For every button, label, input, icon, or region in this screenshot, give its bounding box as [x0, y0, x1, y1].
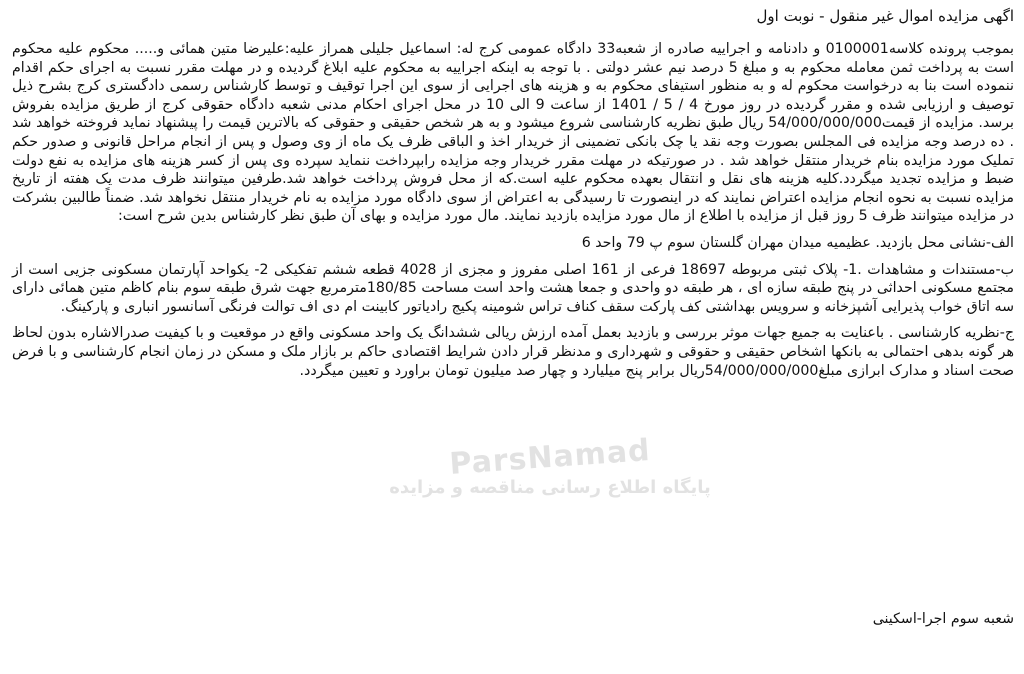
watermark-subtitle: پایگاه اطلاع رسانی مناقصه و مزایده	[389, 477, 711, 498]
watermark-brand: ParsNamad	[448, 433, 652, 482]
notice-title: اگهی مزایده اموال غیر منقول - نوبت اول	[756, 7, 1014, 25]
notice-intro-paragraph: بموجب پرونده کلاسه0100001 و دادنامه و اجراییه صادره از شعبه33 دادگاه عمومی کرج له: اسماعیل جلیلی همراز علیه:علیرضا متین همائی و..... محکوم علیه محکوم است به پرداخت ثمن معامله محکوم به و مبلغ 5 درصد نیم عشر دولتی . با توجه به اینکه اجراییه به محکوم علیه ابلاغ گردیده و در مهلت مقرر نسبت به اجرای حکم اقدام ننموده است بنا به درخواست محکوم له و به منظور استیفای محکوم به و هزینه های اجرایی از سوی این اجرا توقیف و توسط کارشناس رسمی دادگستری کرج بشرح ذیل توصیف و ارزیابی شده و مقرر گردیده در روز مورخ 4 / 5 / 1401 از ساعت 9 الی 10 در محل اجرای احکام مدنی شعبه دادگاه حقوقی کرج از طریق مزایده بفروش برسد. مزایده از قیمت54/000/000/000 ریال طبق نظریه کارشناسی شروع میشود و به هر شخص حقیقی و حقوقی که بالاترین قیمت را پیشنهاد نماید فروخته خواهد شد . ده درصد وجه مزایده فی المجلس بصورت وجه نقد یا چک بانکی تضمینی از خریدار اخذ و الباقی ظرف یک ماه از وی وصول و پس از انجام مراحل قانونی و صدور حکم تملیک مورد مزایده بنام خریدار منتقل خواهد شد . در صورتیکه در مهلت مقرر خریدار وجه مزایده رابپرداخت ننماید سپرده وی پس از کسر هزینه های مزایده به نفع دولت ضبط و مزایده تجدید میگردد.کلیه هزینه های نقل و انتقال بعهده محکوم علیه است.که از محل فروش پرداخت خواهد شد.طرفین میتوانند ظرف مدت یک هفته از تاریخ مزایده نسبت به نحوه انجام مزایده اعتراض نمایند که در اینصورت تا رسیدگی به اعتراض از سوی دادگاه مورد مزایده به نام خریدار منتقل نخواهد شد. ضمناً طالبین بشرکت در مزایده میتوانند ظرف 5 روز قبل از مزایده با اطلاع از مال مورد مزایده بازدید نمایند. مال مورد مزایده و بهای آن طبق نظر کارشناس بدین شرح است:	[12, 41, 1015, 225]
section-b-documents-observations: ب-مستندات و مشاهدات .1- پلاک ثبتی مربوطه 18697 فرعی از 161 اصلی مفروز و مجزی از 4028 قطعه ششم تفکیکی 2- یکواحد آپارتمان مسکونی جزیی است از مجتمع مسکونی احداثی در پنج طبقه سازه ای ، هر طبقه دو واحدی و جمعا هشت واحد است مساحت 180/85مترمربع جهت شرق طبقه سوم بنام کاظم متین همائی دارای سه اتاق خواب پذیرایی آشپزخانه و سرویس بهداشتی کف پارکت سقف کناف تراس شومینه پکیج رادیاتور کابینت ام دی اف توالت فرنگی آسانسور انباری و پارکینگ.	[12, 261, 1014, 315]
section-a-visit-address: الف-نشانی محل بازدید. عظیمیه میدان مهران گلستان سوم پ 79 واحد 6	[581, 234, 1014, 251]
section-c-expert-opinion: ج-نظریه کارشناسی . باعنایت به جمیع جهات موثر بررسی و بازدید بعمل آمده ارزش ریالی ششدانگ یک واحد مسکونی واقع در موقعیت و با کیفیت صدرالاشاره بدون لحاظ هر گونه بدهی احتمالی به بانکها اشخاص حقیقی و حقوقی و شهرداری و مدنظر قرار دادن شرایط اقتصادی حاکم بر بازار ملک و مسکن در زمان انجام کارشناسی و با فرض صحت اسناد و مدارک ابرازی مبلغ54/000/000/000ریال برابر پنج میلیارد و چهار صد میلیون تومان براورد و تعیین میگردد.	[12, 325, 1014, 379]
signature-branch: شعبه سوم اجرا-اسکینی	[872, 611, 1014, 627]
watermark	[300, 433, 800, 498]
